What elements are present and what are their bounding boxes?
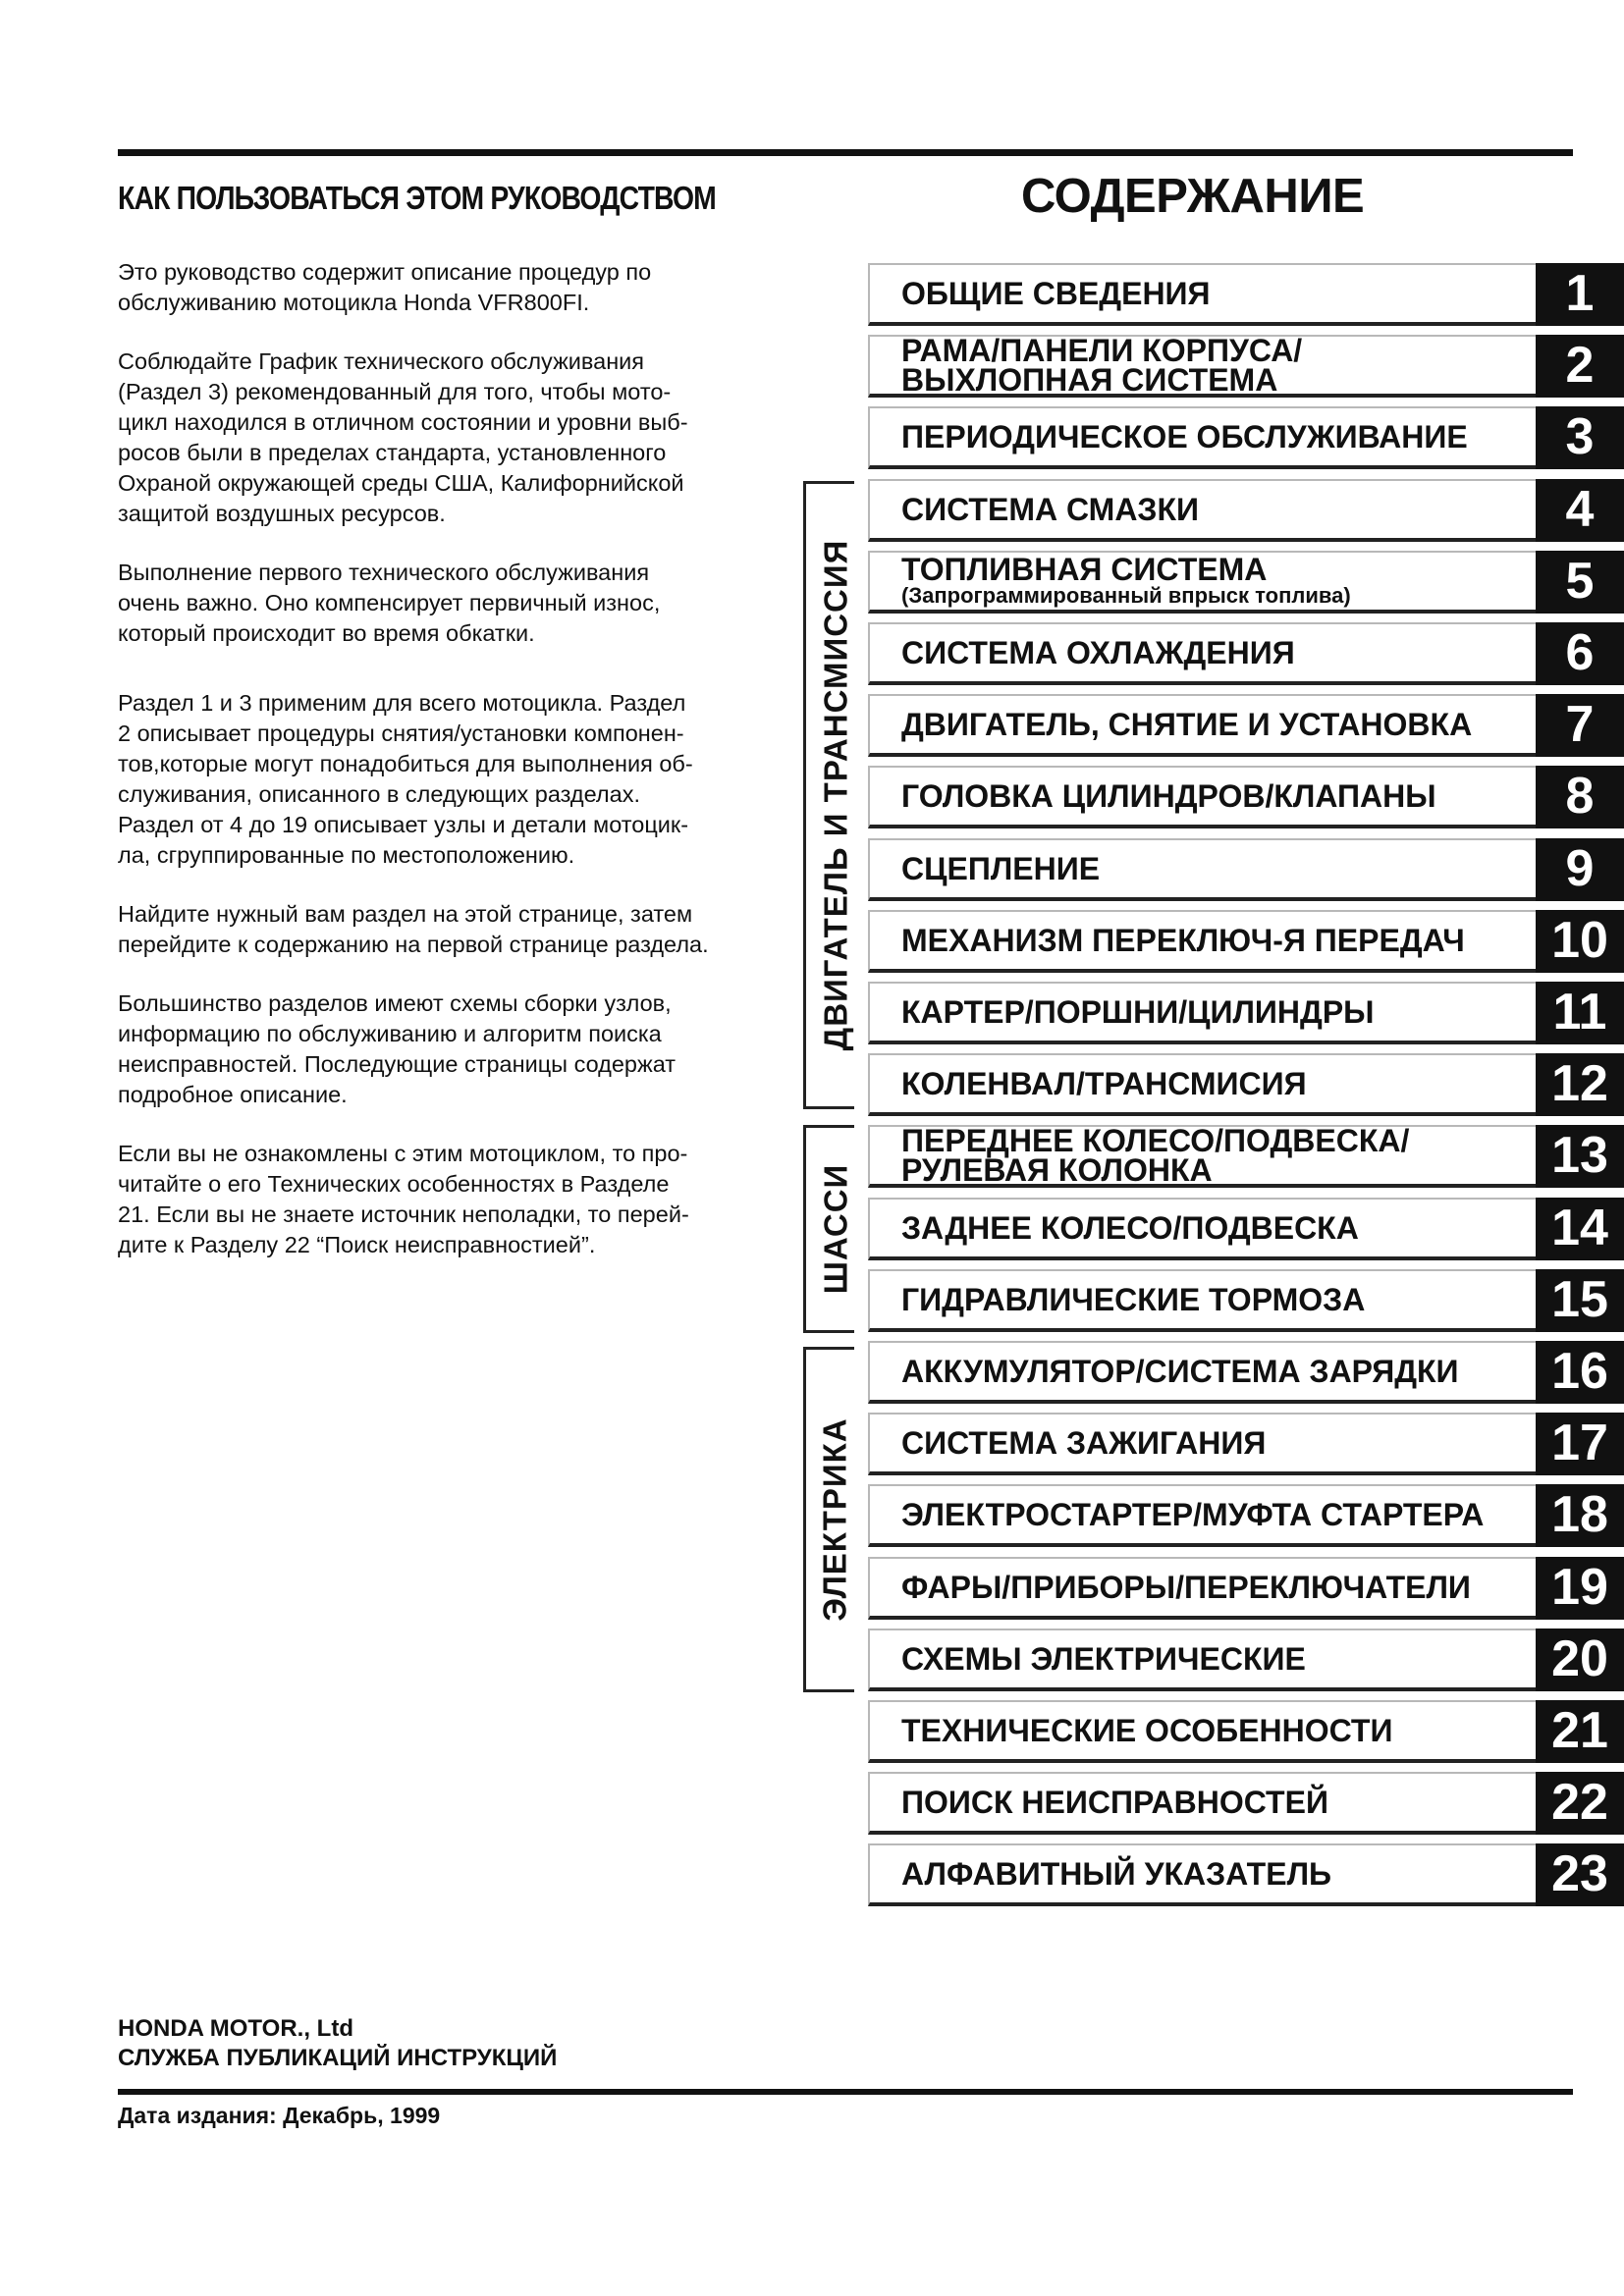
- bottom-rule: [118, 2089, 1573, 2095]
- toc-item-title-block: [901, 1271, 1569, 1328]
- intro-paragraph: Большинство разделов имеют схемы сборки узлов, информацию по обслуживанию и алгоритм поиска неисправностей. Последующие страницы содержат подробное описание.: [118, 990, 677, 1107]
- section-number-tab: 23: [1536, 1843, 1624, 1906]
- toc-item-title: РАМА/ПАНЕЛИ КОРПУСА/: [901, 333, 1303, 368]
- intro-paragraph: Соблюдайте График технического обслуживания (Раздел 3) рекомендованный для того, чтобы мото- цикл находился в отличном состоянии и уровни выб- росов были в пределах стандарта, установленного Охраной окружающей среды США, Калифорнийской защитой воздушных ресурсов.: [118, 348, 688, 526]
- toc-item-title-block: [901, 1845, 1569, 1902]
- section-number-tab: 12: [1536, 1053, 1624, 1116]
- how-to-use-heading: КАК ПОЛЬЗОВАТЬСЯ ЭТОМ РУКОВОДСТВОМ: [118, 180, 716, 216]
- toc-item-title: СИСТЕМА ОХЛАЖДЕНИЯ: [901, 635, 1295, 670]
- toc-item[interactable]: [868, 335, 1624, 398]
- toc-item-subtitle: (Запрограммированный впрыск топлива): [901, 583, 1351, 608]
- contents-heading: СОДЕРЖАНИЕ: [1021, 170, 1365, 223]
- toc-item-title-block: [901, 984, 1569, 1041]
- section-number-tab: 19: [1536, 1557, 1624, 1620]
- intro-paragraph: Найдите нужный вам раздел на этой странице, затем перейдите к содержанию на первой странице раздела.: [118, 901, 709, 957]
- toc-item-title: ТЕХНИЧЕСКИЕ ОСОБЕННОСТИ: [901, 1713, 1393, 1748]
- edition-date: Дата издания: Декабрь, 1999: [118, 2103, 441, 2128]
- toc-item[interactable]: [868, 1843, 1624, 1906]
- electrical-group-text: ЭЛЕКТРИКА: [817, 1417, 853, 1622]
- toc-item-title: ПЕРЕДНЕЕ КОЛЕСО/ПОДВЕСКА/: [901, 1123, 1410, 1158]
- toc-item[interactable]: [868, 766, 1624, 828]
- toc-item-title-block: [901, 1774, 1569, 1831]
- intro-text: [118, 257, 785, 1289]
- chassis-group-label: [811, 1125, 860, 1333]
- publisher-name: HONDA MOTOR., Ltd: [118, 2015, 353, 2042]
- engine-group-text: ДВИГАТЕЛЬ И ТРАНСМИССИЯ: [817, 539, 853, 1051]
- toc-item-title-block: [901, 696, 1569, 753]
- section-number-tab: 21: [1536, 1700, 1624, 1763]
- section-number-tab: 1: [1536, 263, 1624, 326]
- section-number-tab: 18: [1536, 1484, 1624, 1547]
- section-number-tab: 4: [1536, 479, 1624, 542]
- chassis-group-text: ШАССИ: [817, 1163, 853, 1295]
- toc-item-title-block: [901, 1630, 1569, 1687]
- toc-item-title-block: [901, 1415, 1569, 1471]
- engine-group-label: [811, 481, 860, 1109]
- intro-paragraph: Это руководство содержит описание процедур по обслуживанию мотоцикла Honda VFR800FI.: [118, 259, 652, 315]
- toc-item-title-block: [901, 912, 1569, 969]
- section-number-tab: 8: [1536, 766, 1624, 828]
- toc-item-title-block: [901, 553, 1569, 610]
- toc-item-title-block: [901, 1343, 1569, 1400]
- toc-item[interactable]: [868, 1772, 1624, 1835]
- section-number-tab: 10: [1536, 910, 1624, 973]
- toc-item[interactable]: [868, 1413, 1624, 1475]
- publisher-block: [118, 2014, 557, 2073]
- toc-item-title: ТОПЛИВНАЯ СИСТЕМА: [901, 552, 1268, 587]
- toc-item[interactable]: [868, 551, 1624, 614]
- toc-item[interactable]: [868, 1629, 1624, 1691]
- toc-item-title: ДВИГАТЕЛЬ, СНЯТИЕ И УСТАНОВКА: [901, 707, 1473, 742]
- toc-item-title: КОЛЕНВАЛ/ТРАНСМИСИЯ: [901, 1066, 1307, 1101]
- section-number-tab: 16: [1536, 1341, 1624, 1404]
- toc-item[interactable]: [868, 263, 1624, 326]
- toc-item[interactable]: [868, 838, 1624, 901]
- toc-item-title-block: [901, 840, 1569, 897]
- toc-item-title: ГИДРАВЛИЧЕСКИЕ ТОРМОЗА: [901, 1282, 1366, 1317]
- toc-item-title-block: [901, 333, 1569, 398]
- toc-item[interactable]: [868, 1269, 1624, 1332]
- toc-item-title-block: [901, 1123, 1569, 1188]
- section-number-tab: 15: [1536, 1269, 1624, 1332]
- section-number-tab: 14: [1536, 1198, 1624, 1260]
- toc-item-title: СИСТЕМА СМАЗКИ: [901, 492, 1199, 527]
- toc-item[interactable]: [868, 1484, 1624, 1547]
- toc-item-title: ОБЩИЕ СВЕДЕНИЯ: [901, 276, 1211, 311]
- toc-item[interactable]: [868, 622, 1624, 685]
- toc-item-title: СХЕМЫ ЭЛЕКТРИЧЕСКИЕ: [901, 1641, 1306, 1677]
- section-number-tab: 2: [1536, 335, 1624, 398]
- toc-item[interactable]: [868, 1700, 1624, 1763]
- top-rule: [118, 149, 1573, 156]
- toc-item-title-block: [901, 1702, 1569, 1759]
- section-number-tab: 17: [1536, 1413, 1624, 1475]
- toc-item-title-block: [901, 481, 1569, 538]
- toc-item-title-block: [901, 624, 1569, 681]
- toc-item-title: РУЛЕВАЯ КОЛОНКА: [901, 1152, 1213, 1188]
- intro-paragraph: Раздел 1 и 3 применим для всего мотоцикла. Раздел 2 описывает процедуры снятия/установки компонен- тов,которые могут понадобиться для выполнения об- служивания, описанного в следующих разделах. Раздел от 4 до 19 описывает узлы и детали мотоцик- ла, сгруппированные по местоположению.: [118, 690, 693, 868]
- toc-item-title-block: [901, 1055, 1569, 1112]
- toc-item[interactable]: [868, 982, 1624, 1044]
- toc-item-title: ГОЛОВКА ЦИЛИНДРОВ/КЛАПАНЫ: [901, 778, 1436, 814]
- section-number-tab: 13: [1536, 1125, 1624, 1188]
- electrical-group-label: [811, 1347, 860, 1692]
- toc-item-title-block: [901, 1559, 1569, 1616]
- toc-item-title: СЦЕПЛЕНИЕ: [901, 851, 1101, 886]
- section-number-tab: 11: [1536, 982, 1624, 1044]
- table-of-contents: [868, 263, 1624, 1912]
- toc-item[interactable]: [868, 1053, 1624, 1116]
- toc-item[interactable]: [868, 910, 1624, 973]
- toc-item[interactable]: [868, 1125, 1624, 1188]
- section-number-tab: 9: [1536, 838, 1624, 901]
- section-number-tab: 20: [1536, 1629, 1624, 1691]
- toc-item-title: ФАРЫ/ПРИБОРЫ/ПЕРЕКЛЮЧАТЕЛИ: [901, 1570, 1471, 1605]
- section-number-tab: 3: [1536, 406, 1624, 469]
- toc-item[interactable]: [868, 406, 1624, 469]
- publisher-department: СЛУЖБА ПУБЛИКАЦИЙ ИНСТРУКЦИЙ: [118, 2045, 558, 2071]
- toc-item-title: ПОИСК НЕИСПРАВНОСТЕЙ: [901, 1785, 1328, 1820]
- toc-item-title: СИСТЕМА ЗАЖИГАНИЯ: [901, 1425, 1267, 1461]
- toc-item-title: ЗАДНЕЕ КОЛЕСО/ПОДВЕСКА: [901, 1210, 1359, 1246]
- section-number-tab: 6: [1536, 622, 1624, 685]
- toc-item[interactable]: [868, 1198, 1624, 1260]
- section-number-tab: 22: [1536, 1772, 1624, 1835]
- toc-item[interactable]: [868, 479, 1624, 542]
- intro-paragraph: Выполнение первого технического обслуживания очень важно. Оно компенсирует первичный износ, который происходит во время обкатки.: [118, 560, 661, 646]
- toc-item-title-block: [901, 768, 1569, 825]
- toc-item[interactable]: [868, 1557, 1624, 1620]
- toc-item-title-block: [901, 265, 1569, 322]
- toc-item-title: АККУМУЛЯТОР/СИСТЕМА ЗАРЯДКИ: [901, 1354, 1459, 1389]
- toc-item-title: ПЕРИОДИЧЕСКОЕ ОБСЛУЖИВАНИЕ: [901, 419, 1468, 454]
- toc-item-title: КАРТЕР/ПОРШНИ/ЦИЛИНДРЫ: [901, 994, 1375, 1030]
- intro-paragraph: Если вы не ознакомлены с этим мотоциклом, то про- читайте о его Технических особенностях в Разделе 21. Если вы не знаете источник неполадки, то перей- дите к Разделу 22 “Поиск неисправностией”.: [118, 1141, 689, 1257]
- toc-item-title: МЕХАНИЗМ ПЕРЕКЛЮЧ-Я ПЕРЕДАЧ: [901, 923, 1465, 958]
- toc-item-title: ВЫХЛОПНАЯ СИСТЕМА: [901, 362, 1278, 398]
- toc-item-title-block: [901, 1200, 1569, 1256]
- toc-item[interactable]: [868, 1341, 1624, 1404]
- toc-item-title: ЭЛЕКТРОСТАРТЕР/МУФТА СТАРТЕРА: [901, 1497, 1485, 1532]
- toc-item-title-block: [901, 1486, 1569, 1543]
- section-number-tab: 5: [1536, 551, 1624, 614]
- toc-item[interactable]: [868, 694, 1624, 757]
- toc-item-title-block: [901, 408, 1569, 465]
- toc-item-title: АЛФАВИТНЫЙ УКАЗАТЕЛЬ: [901, 1856, 1332, 1892]
- section-number-tab: 7: [1536, 694, 1624, 757]
